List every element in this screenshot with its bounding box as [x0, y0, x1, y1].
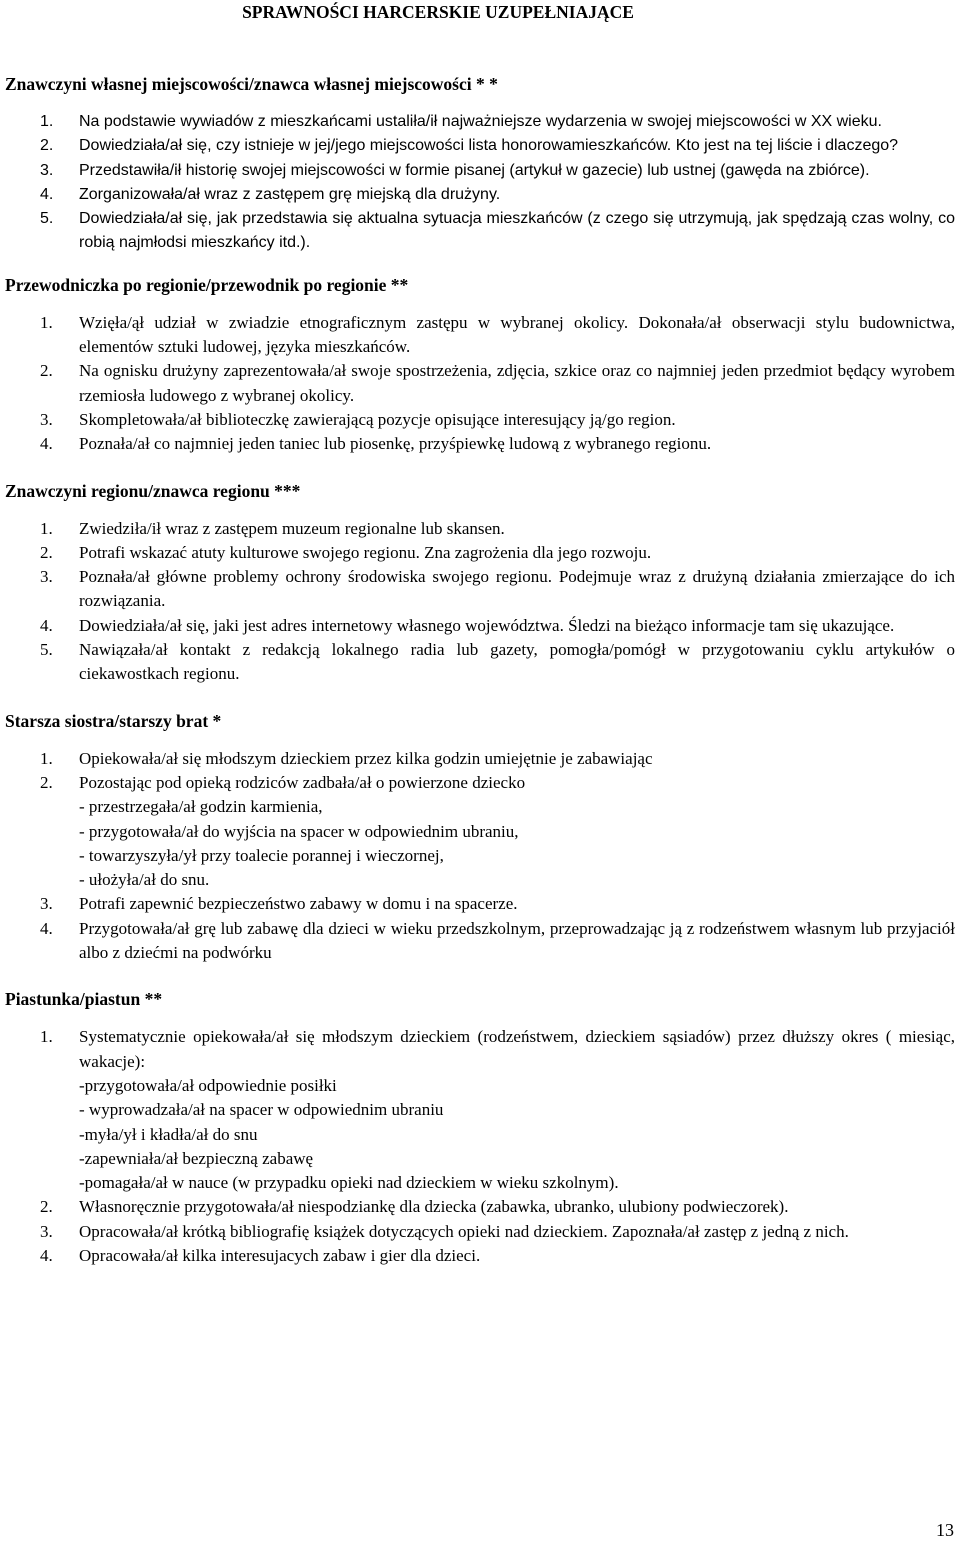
- section-heading: Znawczyni własnej miejscowości/znawca własnej miejscowości * *: [5, 74, 498, 94]
- item-text: Poznała/ał co najmniej jeden taniec lub piosenkę, przyśpiewkę ludową z wybranego regionu.: [79, 434, 712, 454]
- item-text: Potrafi zapewnić bezpieczeństwo zabawy w domu i na spacerze.: [79, 894, 518, 914]
- section-heading: Przewodniczka po regionie/przewodnik po regionie **: [5, 274, 409, 295]
- section-local-expert: [5, 74, 955, 256]
- item-text: Na podstawie wywiadów z mieszkańcami ustaliła/ił najważniejsze wydarzenia w swojej miejscowości w XX wieku.: [79, 113, 882, 130]
- list-item: [5, 207, 955, 256]
- list-item: [5, 408, 955, 432]
- item-number: 1.: [40, 518, 53, 538]
- section-older-sibling: [5, 711, 955, 966]
- list-item: [5, 183, 955, 207]
- item-number: 2.: [40, 361, 53, 381]
- item-text: Skompletowała/ał biblioteczkę zawierającą pozycje opisujące interesujący ją/go region.: [79, 409, 676, 429]
- list-item: [5, 917, 955, 966]
- item-body: [79, 1025, 955, 1195]
- list-item: [5, 311, 955, 360]
- sub-item: - wyprowadzała/ał na spacer w odpowiednim ubraniu: [79, 1100, 444, 1120]
- list-item: [5, 614, 955, 638]
- list-item: [5, 359, 955, 408]
- item-number: 2.: [40, 542, 53, 562]
- list-item: [5, 1025, 955, 1195]
- section-babysitter: [5, 989, 955, 1268]
- item-text: Dowiedziała/ał się, czy istnieje w jej/jego miejscowości lista honorowamieszkańców. Kto jest na tej liście i dlaczego?: [79, 137, 899, 155]
- sub-item: -myła/ył i kładła/ał do snu: [79, 1124, 258, 1144]
- item-number: 5.: [40, 210, 54, 228]
- list-item: [5, 432, 955, 456]
- item-text: Nawiązała/ał kontakt z redakcją lokalnego radia lub gazety, pomogła/pomógł w przygotowaniu cyklu artykułów o ciekawostkach regionu.: [79, 640, 955, 684]
- item-text: Dowiedziała/ał się, jaki jest adres internetowy własnego województwa. Śledzi na bieżąco informacje tam się ukazujące.: [79, 615, 895, 635]
- list-item: [5, 110, 955, 134]
- item-number: 3.: [40, 409, 53, 429]
- section-heading: Piastunka/piastun **: [5, 989, 163, 1010]
- item-number: 1.: [40, 748, 53, 768]
- item-number: 4.: [40, 615, 53, 635]
- sub-item: -przygotowała/ał odpowiednie posiłki: [79, 1075, 337, 1095]
- document-page: [0, 2, 960, 1268]
- section-region-guide: [5, 275, 955, 457]
- sub-item: -zapewniała/ał bezpieczną zabawę: [79, 1148, 314, 1168]
- list-item: [5, 134, 955, 158]
- item-text: Pozostając pod opieką rodziców zadbała/ał o powierzone dziecko: [79, 772, 526, 792]
- list-item: [5, 747, 955, 771]
- section-heading: Starsza siostra/starszy brat *: [5, 710, 222, 731]
- list-item: [5, 892, 955, 916]
- item-text: Wzięła/ął udział w zwiadzie etnograficznym zastępu w wybranej okolicy. Dokonała/ał obserwacji stylu budownictwa, elementów sztuki ludowej, języka mieszkańców.: [79, 312, 955, 357]
- list-item: [5, 159, 955, 183]
- list-item: [5, 541, 955, 565]
- page-title: SPRAWNOŚCI HARCERSKIE UZUPEŁNIAJĄCE: [242, 2, 634, 22]
- list-item: [5, 1220, 955, 1244]
- item-number: 3.: [40, 567, 53, 587]
- section-heading: Znawczyni regionu/znawca regionu ***: [5, 480, 301, 501]
- item-number: 1.: [40, 113, 54, 130]
- sub-item: -pomagała/ał w nauce (w przypadku opieki nad dzieckiem w wieku szkolnym).: [79, 1173, 619, 1193]
- list-item: [5, 638, 955, 687]
- item-number: 2.: [40, 772, 53, 792]
- item-body: [79, 771, 955, 892]
- list-item: [5, 1244, 955, 1268]
- item-number: 1.: [40, 312, 53, 332]
- section-region-expert: [5, 481, 955, 687]
- item-text: Przedstawiła/ił historię swojej miejscowości w formie pisanej (artykuł w gazecie) lub ustnej (gawęda na zbiórce).: [79, 161, 870, 179]
- item-text: Dowiedziała/ał się, jak przedstawia się aktualna sytuacja mieszkańców (z czego się utrzymują, jak spędzają czas wolny, co robią najmłodsi mieszkańcy itd.).: [79, 210, 955, 252]
- list-item: [5, 771, 955, 892]
- item-number: 3.: [40, 1221, 53, 1241]
- item-number: 1.: [40, 1027, 53, 1047]
- item-text: Opiekowała/ał się młodszym dzieckiem przez kilka godzin umiejętnie je zabawiając: [79, 748, 653, 768]
- item-number: 3.: [40, 161, 54, 179]
- item-text: Systematycznie opiekowała/ał się młodszym dzieckiem (rodzeństwem, dzieckiem sąsiadów) przez dłuższy okres ( miesiąc, wakacje):: [79, 1027, 955, 1071]
- sub-item: - ułożyła/ał do snu.: [79, 870, 210, 890]
- item-text: Zwiedziła/ił wraz z zastępem muzeum regionalne lub skansen.: [79, 518, 505, 538]
- list-item: [5, 565, 955, 614]
- item-text: Poznała/ał główne problemy ochrony środowiska swojego regionu. Podejmuje wraz z drużyną działania zmierzające do ich rozwiązania.: [79, 567, 955, 611]
- item-number: 5.: [40, 640, 53, 660]
- item-text: Przygotowała/ał grę lub zabawę dla dzieci w wieku przedszkolnym, przeprowadzając ją z rodzeństwem własnym lub przyjaciół albo z dziećmi na podwórku: [79, 918, 955, 963]
- item-number: 4.: [40, 918, 53, 938]
- list-item: [5, 1195, 955, 1219]
- item-text: Własnoręcznie przygotowała/ał niespodziankę dla dziecka (zabawka, ubranko, ulubiony podwieczorek).: [79, 1197, 789, 1217]
- sub-item: - towarzyszyła/ył przy toalecie porannej i wieczornej,: [79, 845, 444, 865]
- item-text: Na ognisku drużyny zaprezentowała/ał swoje spostrzeżenia, zdjęcia, szkice oraz co najmniej jeden przedmiot będący wyrobem rzemiosła ludowego z wybranej okolicy.: [79, 361, 955, 405]
- item-number: 4.: [40, 1245, 53, 1265]
- item-text: Opracowała/ał kilka interesujacych zabaw i gier dla dzieci.: [79, 1245, 481, 1265]
- item-number: 2.: [40, 137, 54, 155]
- item-number: 2.: [40, 1197, 53, 1217]
- item-number: 3.: [40, 894, 53, 914]
- item-text: Potrafi wskazać atuty kulturowe swojego regionu. Zna zagrożenia dla jego rozwoju.: [79, 542, 652, 562]
- item-number: 4.: [40, 185, 54, 203]
- sub-item: - przestrzegała/ał godzin karmienia,: [79, 797, 323, 817]
- item-text: Opracowała/ał krótką bibliografię książek dotyczących opieki nad dzieckiem. Zapoznała/ał zastęp z jedną z nich.: [79, 1221, 849, 1241]
- page-number: 13: [936, 1520, 954, 1540]
- item-number: 4.: [40, 434, 53, 454]
- sub-item: - przygotowała/ał do wyjścia na spacer w odpowiednim ubraniu,: [79, 821, 519, 841]
- list-item: [5, 517, 955, 541]
- item-text: Zorganizowała/ał wraz z zastępem grę miejską dla drużyny.: [79, 185, 501, 203]
